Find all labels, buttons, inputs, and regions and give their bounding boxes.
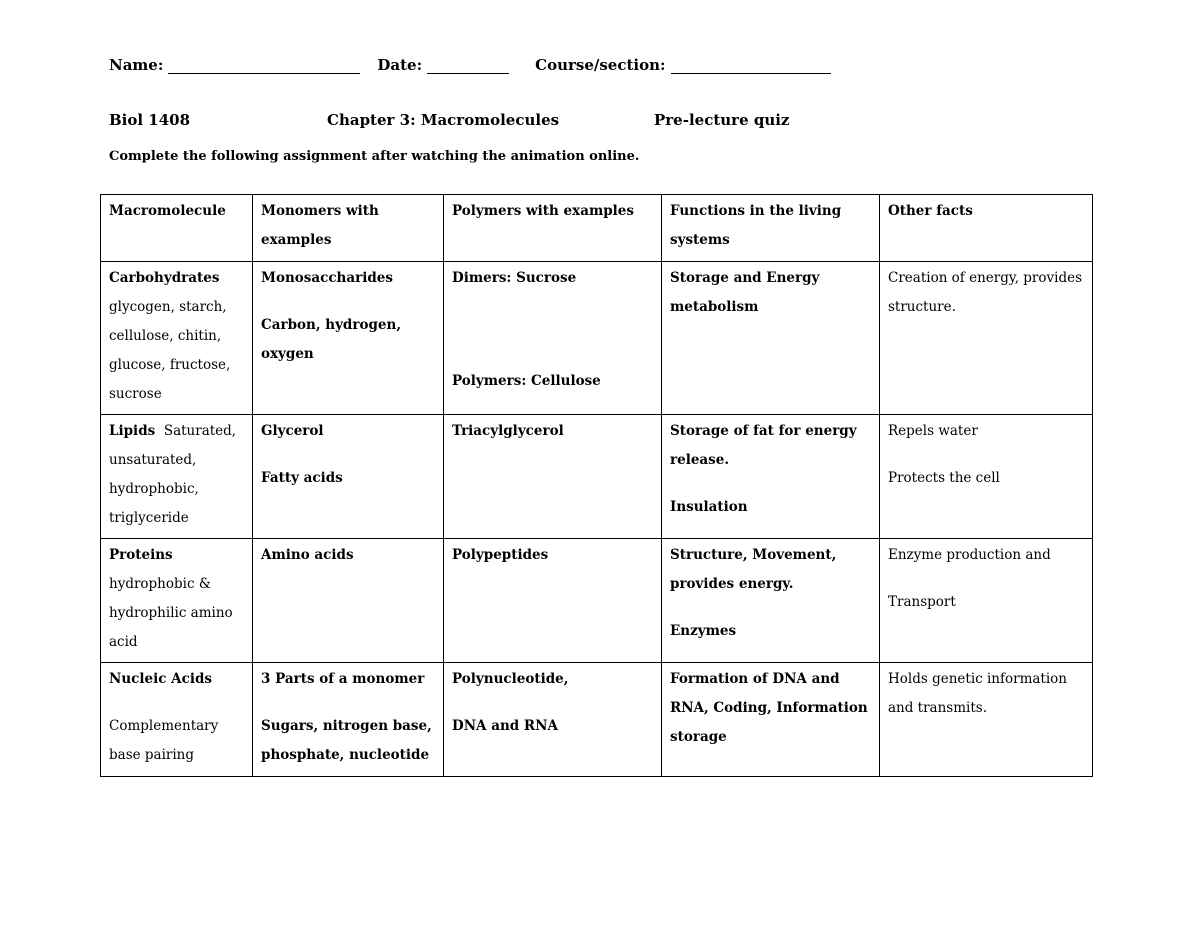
table-row (101, 415, 1093, 539)
header-macromolecule: Macromolecule (101, 195, 253, 262)
lipids-function-cell: Storage of fat for energy release. Insulation (662, 415, 880, 539)
lipids-polymer-cell: Triacylglycerol (444, 415, 662, 539)
header-monomers: Monomers with examples (253, 195, 444, 262)
name-blank[interactable] (168, 57, 360, 74)
table-row (101, 539, 1093, 663)
carbohydrates-cell: Carbohydrates glycogen, starch, cellulose, chitin, glucose, fructose, sucrose (101, 262, 253, 415)
nucleic-acids-other-cell: Holds genetic information and transmits. (880, 663, 1093, 777)
proteins-monomer-cell: Amino acids (253, 539, 444, 663)
proteins-cell: Proteins hydrophobic & hydrophilic amino acid (101, 539, 253, 663)
table-row (101, 663, 1093, 777)
carbohydrates-polymer-cell: Dimers: Sucrose Polymers: Cellulose (444, 262, 662, 415)
proteins-polymer-cell: Polypeptides (444, 539, 662, 663)
nucleic-acids-monomer-cell: 3 Parts of a monomer Sugars, nitrogen base, phosphate, nucleotide (253, 663, 444, 777)
quiz-title: Pre-lecture quiz (654, 111, 790, 129)
lipids-monomer-cell: Glycerol Fatty acids (253, 415, 444, 539)
nucleic-acids-function-cell: Formation of DNA and RNA, Coding, Information storage (662, 663, 880, 777)
proteins-function-cell: Structure, Movement, provides energy. Enzymes (662, 539, 880, 663)
macromolecule-table (100, 194, 1093, 777)
carbohydrates-function-cell: Storage and Energy metabolism (662, 262, 880, 415)
title-row (109, 111, 1109, 133)
date-label: Date: (377, 56, 423, 74)
student-info-line (109, 56, 831, 74)
course-blank[interactable] (671, 57, 831, 74)
date-blank[interactable] (427, 57, 509, 74)
header-other-facts: Other facts (880, 195, 1093, 262)
course-label: Course/section: (535, 56, 666, 74)
proteins-other-cell: Enzyme production and Transport (880, 539, 1093, 663)
instruction-text: Complete the following assignment after watching the animation online. (109, 149, 640, 164)
lipids-cell: Lipids Saturated, unsaturated, hydrophobic, triglyceride (101, 415, 253, 539)
header-functions: Functions in the living systems (662, 195, 880, 262)
carbohydrates-other-cell: Creation of energy, provides structure. (880, 262, 1093, 415)
course-code: Biol 1408 (109, 111, 191, 129)
table-row (101, 262, 1093, 415)
table-header-row (101, 195, 1093, 262)
nucleic-acids-polymer-cell: Polynucleotide, DNA and RNA (444, 663, 662, 777)
nucleic-acids-cell: Nucleic Acids Complementary base pairing (101, 663, 253, 777)
name-label: Name: (109, 56, 164, 74)
chapter-title: Chapter 3: Macromolecules (327, 111, 560, 129)
lipids-other-cell: Repels water Protects the cell (880, 415, 1093, 539)
carbohydrates-monomer-cell: Monosaccharides Carbon, hydrogen, oxygen (253, 262, 444, 415)
header-polymers: Polymers with examples (444, 195, 662, 262)
